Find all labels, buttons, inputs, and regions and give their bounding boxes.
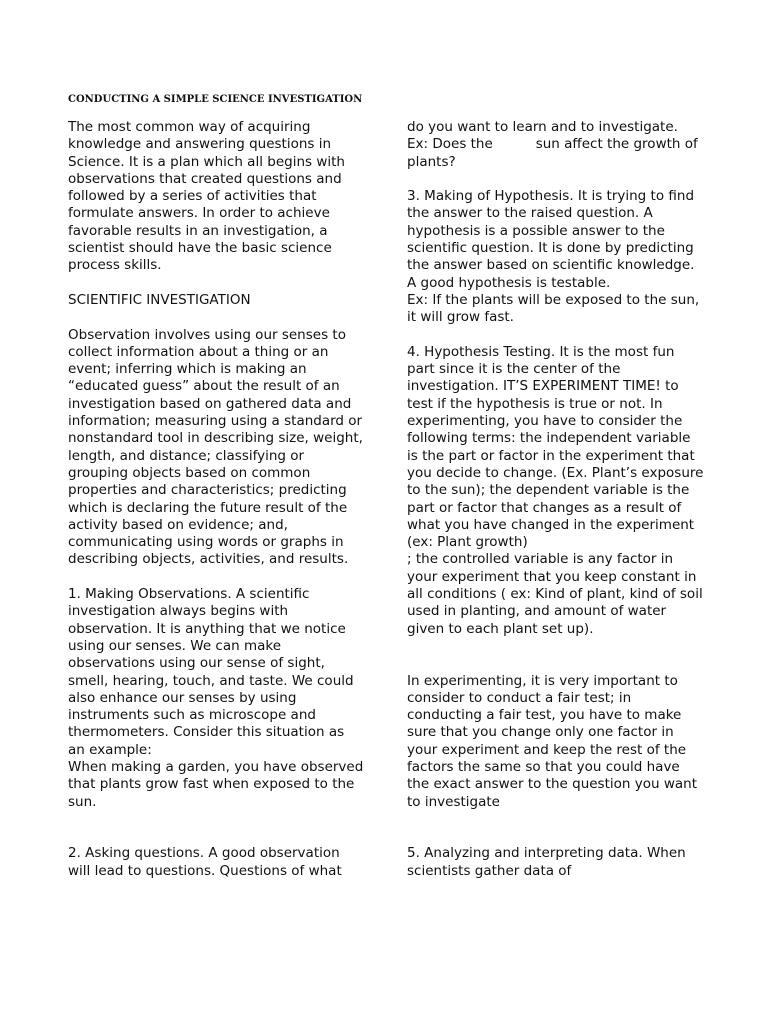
left-column xyxy=(68,119,368,880)
step-1-paragraph: 1. Making Observations. A scientific investigation always begins with observation. It is anything that we notice using our senses. We can make observations using our sense of sight, smell, hearing, touch, and taste. We could also enhance our senses by using instruments such as microscope and thermometers. Consider this situation as an example: xyxy=(68,586,358,758)
step-2-paragraph: 2. Asking questions. A good observation will lead to questions. Questions of what xyxy=(68,845,344,879)
fair-test-paragraph: In experimenting, it is very important to consider to conduct a fair test; in conducting a fair test, you have to make sure that you change only one factor in your experiment and keep the rest of the factors the same so that you could have the exact answer to the question you want to investigate xyxy=(407,672,702,810)
spacer xyxy=(407,171,705,188)
step-4-controlled-variable: ; the controlled variable is any factor in your experiment that you keep constant in all conditions ( ex: Kind of plant, kind of soil used in planting, and amount of water given to each plant set up). xyxy=(407,551,707,637)
document-title: CONDUCTING A SIMPLE SCIENCE INVESTIGATION xyxy=(68,94,363,105)
step-5-paragraph: 5. Analyzing and interpreting data. When scientists gather data of xyxy=(407,845,691,879)
step-4-paragraph: 4. Hypothesis Testing. It is the most fun part since it is the center of the investigation. IT’S EXPERIMENT TIME! to test if the hypothesis is true or not. In experimenting, you have to consider the following terms: the independent variable is the part or factor in the experiment that you decide to change. (Ex. Plant’s exposure to the sun); the dependent variable is the part or factor that changes as a result of what you have changed in the experiment (ex: Plant growth) xyxy=(407,343,708,551)
spacer xyxy=(68,811,364,846)
section-heading: SCIENTIFIC INVESTIGATION xyxy=(68,291,251,308)
spacer xyxy=(407,811,705,846)
spacer xyxy=(68,275,364,292)
spacer xyxy=(68,309,364,326)
step-3-example: Ex: If the plants will be exposed to the sun, it will grow fast. xyxy=(407,291,704,326)
step-3-paragraph: 3. Making of Hypothesis. It is trying to find the answer to the raised question. A hypothesis is a possible answer to the scientific question. It is done by predicting the answer based on scientific knowledge. A good hypothesis is testable. xyxy=(407,188,699,291)
intro-paragraph: The most common way of acquiring knowledge and answering questions in Science. It is a plan which all begins with observations that created questions and followed by a series of activities that formulate answers. In order to achieve favorable results in an investigation, a scientist should have the basic science process skills. xyxy=(68,119,350,274)
process-skills-paragraph: Observation involves using our senses to collect information about a thing or an event; inferring which is making an “educated guess” about the result of an investigation based on gathered data and information; measuring using a standard or nonstandard tool in describing size, weight, length, and distance; classifying or grouping objects based on common properties and characteristics; predicting which is declaring the future result of the activity based on evidence; and, communicating using words or graphs in describing objects, activities, and results. xyxy=(68,326,368,568)
spacer xyxy=(407,638,705,673)
spacer xyxy=(68,569,364,586)
spacer xyxy=(407,327,705,344)
step-2-continuation: do you want to learn and to investigate. xyxy=(407,119,678,135)
step-1-example: When making a garden, you have observed that plants grow fast when exposed to the sun. xyxy=(68,758,368,810)
step-2-example: Ex: Does the sun affect the growth of plants? xyxy=(407,136,703,170)
right-column xyxy=(407,119,708,880)
